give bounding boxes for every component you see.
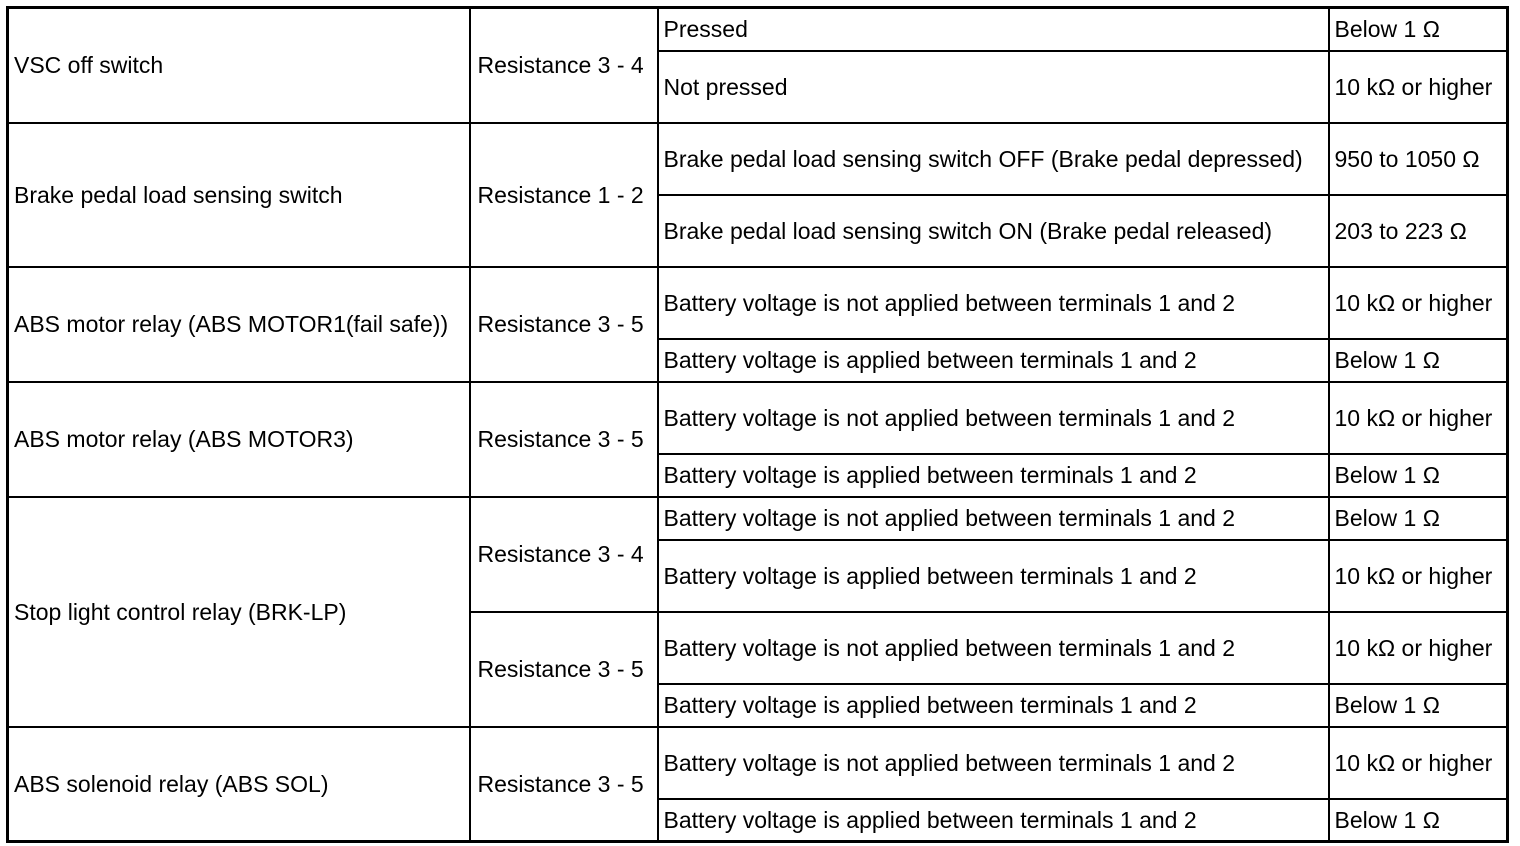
component-cell: Stop light control relay (BRK-LP) xyxy=(8,497,470,727)
table-row xyxy=(8,123,1508,195)
condition-cell: Battery voltage is not applied between terminals 1 and 2 xyxy=(658,382,1329,454)
spec-cell: Below 1 Ω xyxy=(1329,799,1508,842)
spec-cell: 10 kΩ or higher xyxy=(1329,51,1508,123)
component-cell: VSC off switch xyxy=(8,8,470,123)
table-row xyxy=(8,727,1508,799)
condition-cell: Not pressed xyxy=(658,51,1329,123)
connection-cell: Resistance 3 - 5 xyxy=(470,267,658,382)
condition-cell: Battery voltage is applied between terminals 1 and 2 xyxy=(658,799,1329,842)
condition-cell: Brake pedal load sensing switch OFF (Brake pedal depressed) xyxy=(658,123,1329,195)
spec-cell: Below 1 Ω xyxy=(1329,339,1508,382)
inspection-table xyxy=(6,6,1509,843)
connection-cell: Resistance 3 - 4 xyxy=(470,497,658,612)
spec-cell: 10 kΩ or higher xyxy=(1329,540,1508,612)
connection-cell: Resistance 3 - 5 xyxy=(470,727,658,842)
spec-cell: Below 1 Ω xyxy=(1329,8,1508,51)
spec-cell: 10 kΩ or higher xyxy=(1329,612,1508,684)
component-cell: ABS solenoid relay (ABS SOL) xyxy=(8,727,470,842)
condition-cell: Battery voltage is not applied between terminals 1 and 2 xyxy=(658,727,1329,799)
component-cell: ABS motor relay (ABS MOTOR1(fail safe)) xyxy=(8,267,470,382)
condition-cell: Brake pedal load sensing switch ON (Brake pedal released) xyxy=(658,195,1329,267)
connection-cell: Resistance 1 - 2 xyxy=(470,123,658,267)
condition-cell: Battery voltage is applied between terminals 1 and 2 xyxy=(658,339,1329,382)
spec-cell: Below 1 Ω xyxy=(1329,497,1508,540)
connection-cell: Resistance 3 - 5 xyxy=(470,382,658,497)
connection-cell: Resistance 3 - 4 xyxy=(470,8,658,123)
condition-cell: Battery voltage is not applied between terminals 1 and 2 xyxy=(658,612,1329,684)
condition-cell: Battery voltage is applied between terminals 1 and 2 xyxy=(658,454,1329,497)
condition-cell: Battery voltage is not applied between terminals 1 and 2 xyxy=(658,497,1329,540)
table-row xyxy=(8,497,1508,540)
table-row xyxy=(8,8,1508,51)
component-cell: ABS motor relay (ABS MOTOR3) xyxy=(8,382,470,497)
spec-cell: 10 kΩ or higher xyxy=(1329,382,1508,454)
condition-cell: Battery voltage is applied between terminals 1 and 2 xyxy=(658,684,1329,727)
spec-cell: 203 to 223 Ω xyxy=(1329,195,1508,267)
spec-cell: Below 1 Ω xyxy=(1329,684,1508,727)
spec-cell: 10 kΩ or higher xyxy=(1329,267,1508,339)
component-cell: Brake pedal load sensing switch xyxy=(8,123,470,267)
condition-cell: Battery voltage is applied between terminals 1 and 2 xyxy=(658,540,1329,612)
condition-cell: Pressed xyxy=(658,8,1329,51)
table-row xyxy=(8,382,1508,454)
connection-cell: Resistance 3 - 5 xyxy=(470,612,658,727)
spec-cell: 950 to 1050 Ω xyxy=(1329,123,1508,195)
spec-cell: 10 kΩ or higher xyxy=(1329,727,1508,799)
condition-cell: Battery voltage is not applied between terminals 1 and 2 xyxy=(658,267,1329,339)
spec-cell: Below 1 Ω xyxy=(1329,454,1508,497)
table-row xyxy=(8,267,1508,339)
